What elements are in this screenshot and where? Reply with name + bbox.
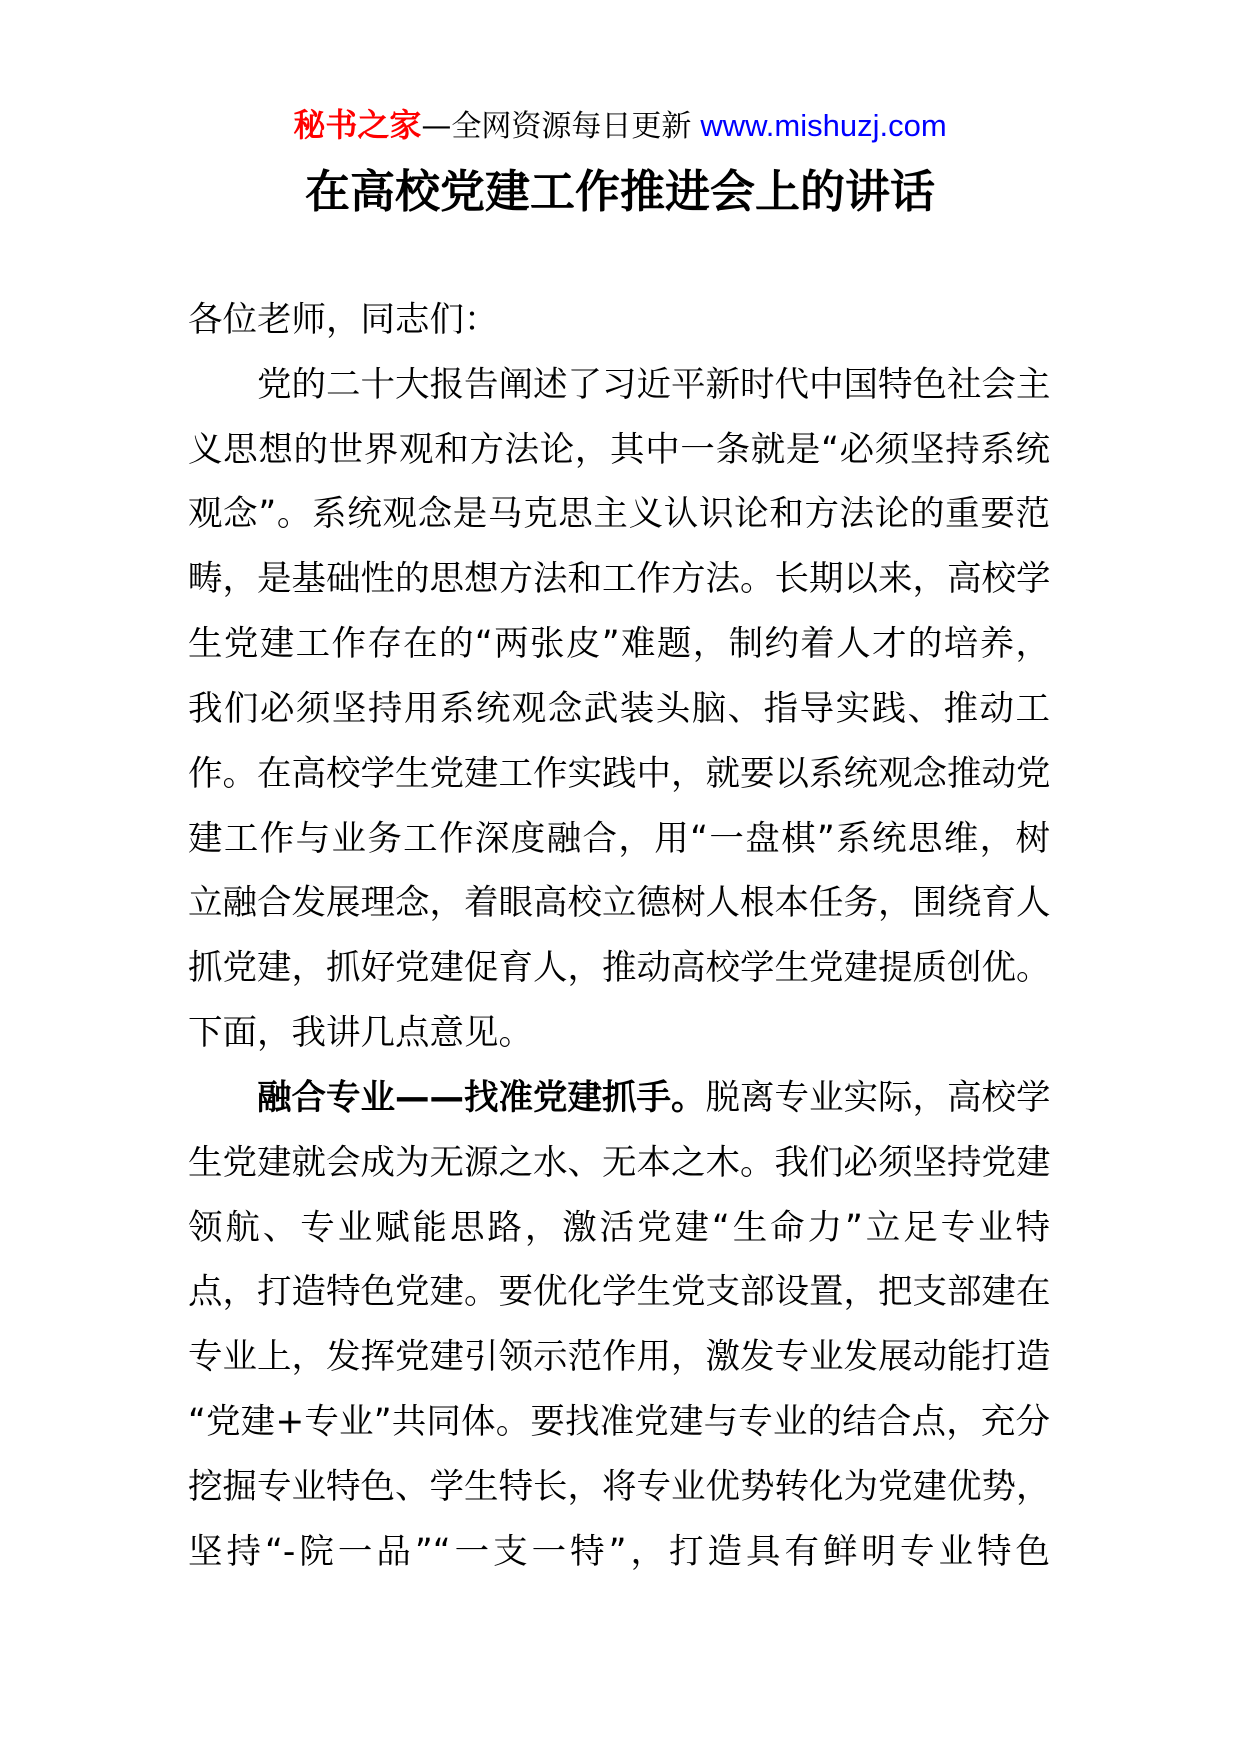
paragraph-line: 观念”。系统观念是马克思主义认识论和方法论的重要范 — [188, 494, 1050, 535]
paragraph-line: 专业上，发挥党建引领示范作用，激发专业发展动能打造 — [188, 1337, 1051, 1378]
paragraph-line: “党建+专业”共同体。要找准党建与专业的结合点，充分 — [188, 1402, 1050, 1443]
website-url: www.mishuzj.com — [700, 108, 947, 143]
paragraph-line: 畴，是基础性的思想方法和工作方法。长期以来，高校学 — [188, 559, 1051, 600]
paragraph-line: 生党建工作存在的“两张皮”难题，制约着人才的培养， — [188, 624, 1050, 665]
paragraph-2 — [188, 1066, 1050, 1585]
paragraph-line-text: 脱离专业实际，高校学 — [705, 1077, 1051, 1118]
paragraph-line: 抓党建，抓好党建促育人，推动高校学生党建提质创优。 — [188, 948, 1051, 989]
paragraph-line — [188, 1066, 1050, 1131]
section-heading: 融合专业——找准党建抓手。 — [257, 1077, 706, 1118]
document-title: 在高校党建工作推进会上的讲话 — [304, 165, 935, 218]
brand-name: 秘书之家 — [293, 106, 422, 144]
paragraph-line: 下面，我讲几点意见。 — [188, 1013, 533, 1054]
paragraph-line: 我们必须坚持用系统观念武装头脑、指导实践、推动工 — [188, 688, 1050, 729]
header-tagline: —全网资源每日更新 — [421, 109, 692, 144]
paragraph-line: 作。在高校学生党建工作实践中，就要以系统观念推动党 — [188, 753, 1051, 794]
paragraph-line: 党的二十大报告阐述了习近平新时代中国特色社会主 — [257, 364, 1051, 405]
paragraph-line: 建工作与业务工作深度融合，用“一盘棋”系统思维，树 — [188, 818, 1050, 859]
paragraph-line: 挖掘专业特色、学生特长，将专业优势转化为党建优势， — [188, 1466, 1051, 1507]
paragraph-line: 生党建就会成为无源之水、无本之木。我们必须坚持党建 — [188, 1142, 1051, 1183]
paragraph-1 — [188, 353, 1050, 1066]
paragraph-line: 义思想的世界观和方法论，其中一条就是“必须坚持系统 — [188, 429, 1050, 470]
paragraph-line: 领航、专业赋能思路，激活党建“生命力”立足专业特 — [188, 1207, 1050, 1248]
document-body — [188, 288, 1050, 1585]
page-header — [0, 104, 1240, 148]
paragraph-line: 立融合发展理念，着眼高校立德树人根本任务，围绕育人 — [188, 883, 1051, 924]
salutation: 各位老师，同志们： — [188, 300, 499, 340]
paragraph-line: 坚持“-院一品”“一支一特”，打造具有鲜明专业特色 — [188, 1531, 1050, 1572]
paragraph-line: 点，打造特色党建。要优化学生党支部设置，把支部建在 — [188, 1272, 1051, 1313]
